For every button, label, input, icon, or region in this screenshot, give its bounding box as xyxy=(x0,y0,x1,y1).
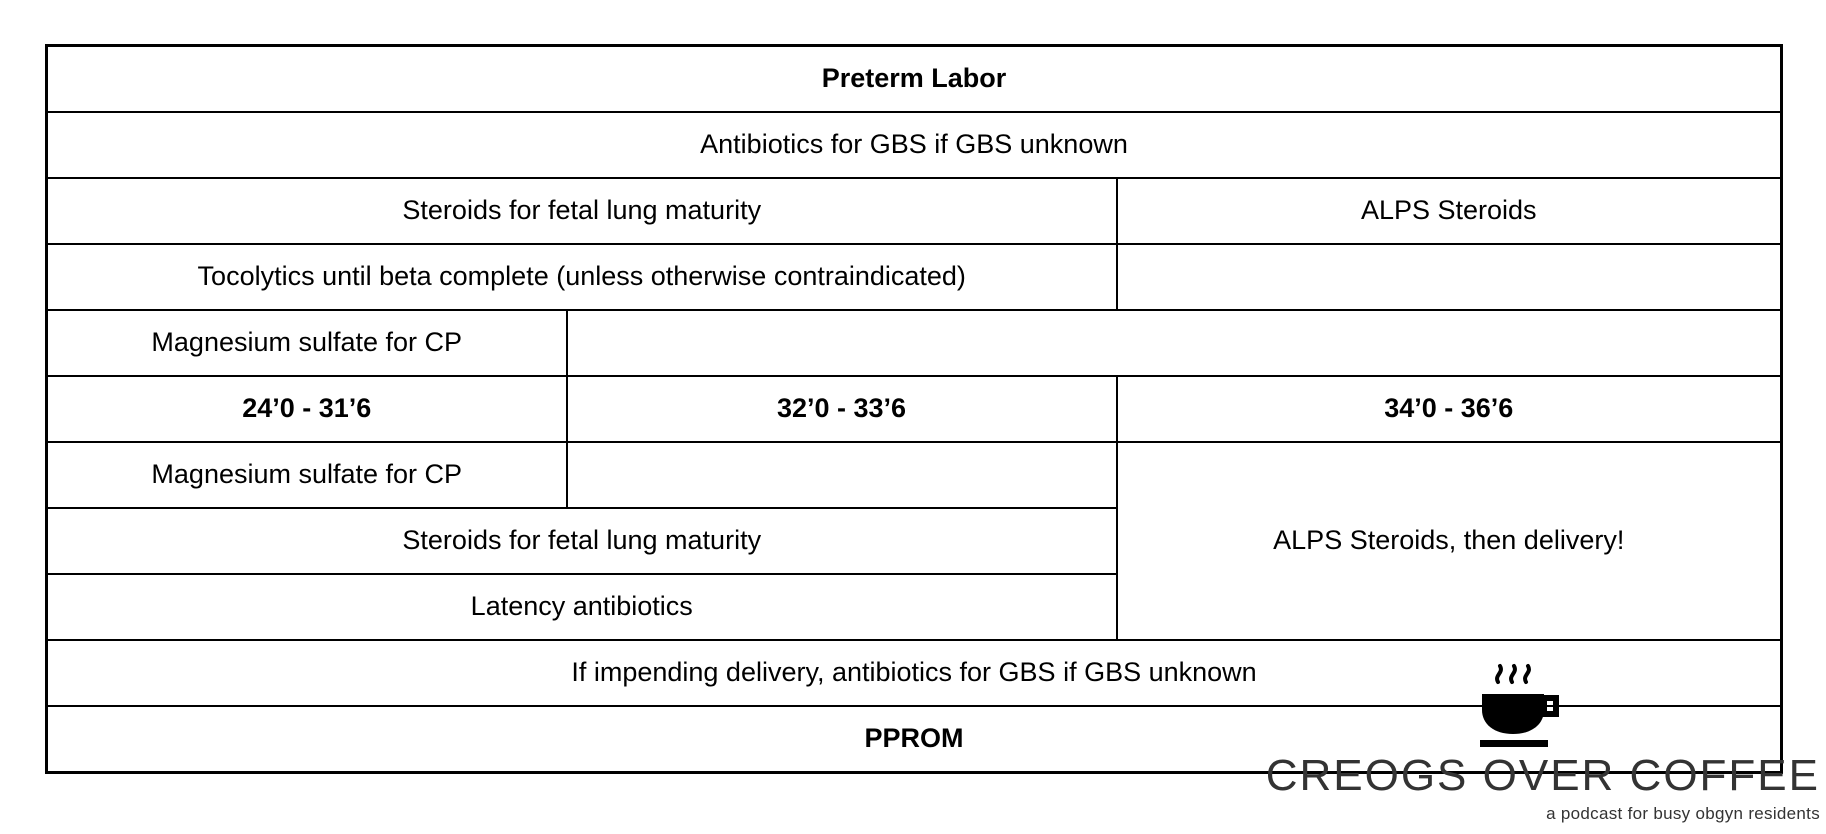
alps-steroids-cell: ALPS Steroids xyxy=(1117,178,1782,244)
table-row xyxy=(47,376,1782,442)
coffee-cup-icon xyxy=(1468,662,1568,752)
blocked-cell xyxy=(567,442,1117,508)
table-row xyxy=(47,442,1782,508)
ga-band-34-36: 34’0 - 36’6 xyxy=(1117,376,1782,442)
steroids-lung-maturity-cell: Steroids for fetal lung maturity xyxy=(47,178,1117,244)
blocked-cell xyxy=(567,310,1782,376)
table-row xyxy=(47,178,1782,244)
ga-band-32-33: 32’0 - 33’6 xyxy=(567,376,1117,442)
branding xyxy=(1180,751,1820,824)
ga-band-24-31: 24’0 - 31’6 xyxy=(47,376,567,442)
brand-tagline: a podcast for busy obgyn residents xyxy=(1546,804,1820,823)
gbs-antibiotics-cell: Antibiotics for GBS if GBS unknown xyxy=(47,112,1782,178)
magnesium-sulfate-cell-bottom: Magnesium sulfate for CP xyxy=(47,442,567,508)
steroids-lung-maturity-cell-bottom: Steroids for fetal lung maturity xyxy=(47,508,1117,574)
pprom-title: PPROM xyxy=(47,706,1782,773)
latency-antibiotics-cell: Latency antibiotics xyxy=(47,574,1117,640)
blocked-cell xyxy=(1117,244,1782,310)
table-row xyxy=(47,310,1782,376)
preterm-labor-title: Preterm Labor xyxy=(47,46,1782,113)
impending-delivery-cell: If impending delivery, antibiotics for GBS if GBS unknown xyxy=(47,640,1782,706)
table-row xyxy=(47,244,1782,310)
magnesium-sulfate-cell-top: Magnesium sulfate for CP xyxy=(47,310,567,376)
table-row xyxy=(47,46,1782,113)
alps-steroids-then-delivery-cell: ALPS Steroids, then delivery! xyxy=(1117,442,1782,640)
tocolytics-cell: Tocolytics until beta complete (unless otherwise contraindicated) xyxy=(47,244,1117,310)
table-row xyxy=(47,112,1782,178)
brand-name: CREOGS OVER COFFEE xyxy=(1265,751,1820,800)
